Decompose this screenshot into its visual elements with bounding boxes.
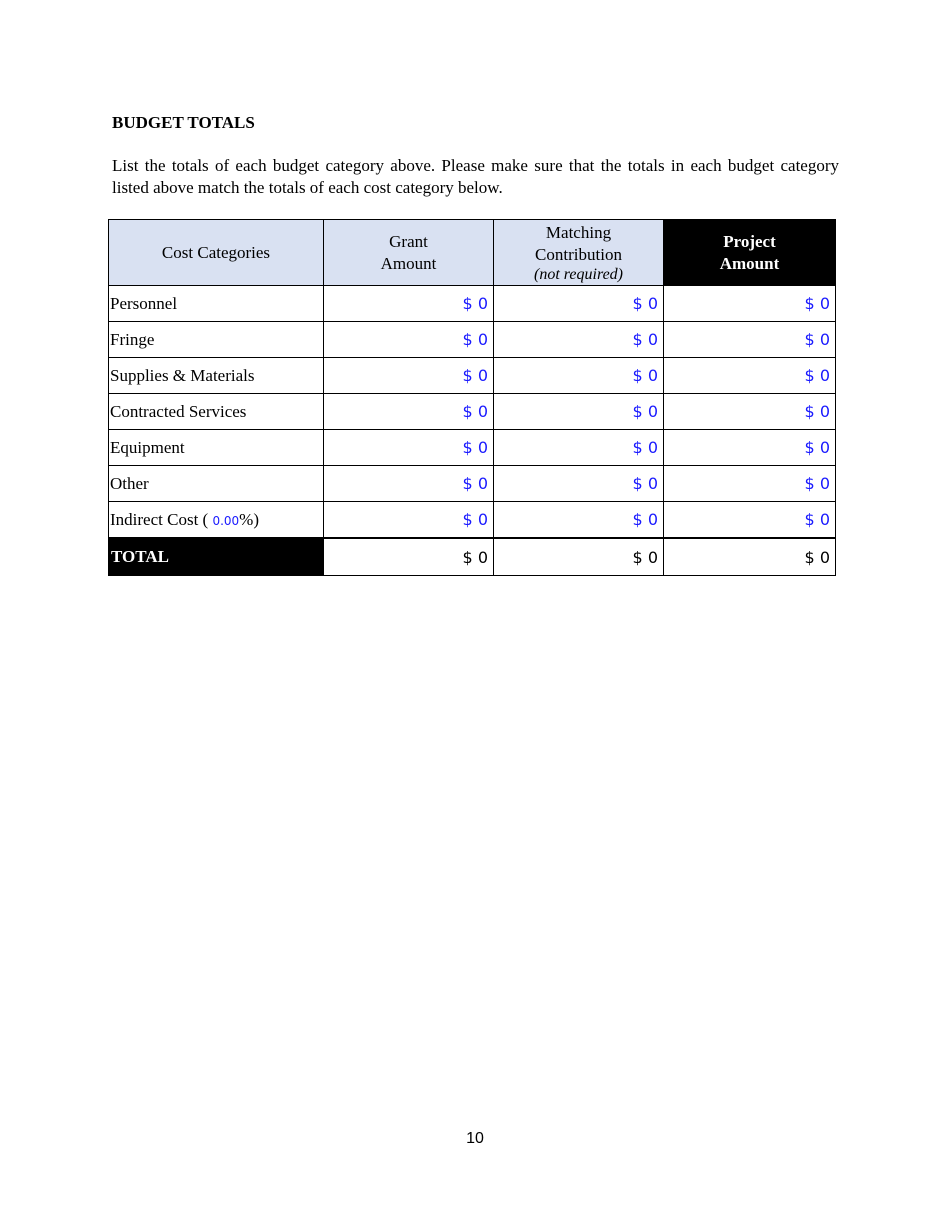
project-amount-field[interactable]: $ 0 (664, 358, 836, 394)
row-category: Personnel (109, 286, 324, 322)
project-amount-field[interactable]: $ 0 (664, 430, 836, 466)
header-grant-amount: Grant Amount (324, 220, 494, 286)
indirect-rate-field[interactable]: 0.00 (212, 513, 240, 528)
table-row (109, 430, 836, 466)
page-number: 10 (466, 1130, 484, 1147)
total-row (109, 538, 836, 576)
grant-amount-field[interactable]: $ 0 (324, 358, 494, 394)
row-category: Contracted Services (109, 394, 324, 430)
matching-amount-field[interactable]: $ 0 (494, 502, 664, 539)
matching-amount-field[interactable]: $ 0 (494, 286, 664, 322)
intro-paragraph: List the totals of each budget category above. Please make sure that the totals in each budget category listed above match the totals of each cost category below. (112, 156, 839, 197)
table-row (109, 286, 836, 322)
matching-amount-field[interactable]: $ 0 (494, 322, 664, 358)
project-amount-field[interactable]: $ 0 (664, 466, 836, 502)
project-amount-field[interactable]: $ 0 (664, 286, 836, 322)
header-matching-label: Matching Contribution (535, 222, 622, 264)
total-project-amount: $ 0 (664, 538, 836, 576)
table-row (109, 358, 836, 394)
budget-totals-table (108, 219, 836, 576)
matching-amount-field[interactable]: $ 0 (494, 358, 664, 394)
grant-amount-field[interactable]: $ 0 (324, 286, 494, 322)
project-amount-field[interactable]: $ 0 (664, 502, 836, 539)
grant-amount-field[interactable]: $ 0 (324, 466, 494, 502)
header-project-amount: Project Amount (664, 220, 836, 286)
grant-amount-field[interactable]: $ 0 (324, 430, 494, 466)
grant-amount-field[interactable]: $ 0 (324, 502, 494, 539)
matching-amount-field[interactable]: $ 0 (494, 466, 664, 502)
table-header-row (109, 220, 836, 286)
total-matching-amount: $ 0 (494, 538, 664, 576)
total-grant-amount: $ 0 (324, 538, 494, 576)
section-heading: BUDGET TOTALS (112, 113, 255, 132)
table-row (109, 502, 836, 539)
row-category: Equipment (109, 430, 324, 466)
row-category: Supplies & Materials (109, 358, 324, 394)
grant-amount-field[interactable]: $ 0 (324, 394, 494, 430)
project-amount-field[interactable]: $ 0 (664, 394, 836, 430)
indirect-rate-suffix: %) (239, 509, 259, 529)
row-category: Other (109, 466, 324, 502)
header-matching-note: (not required) (533, 265, 623, 283)
grant-amount-field[interactable]: $ 0 (324, 322, 494, 358)
header-cost-categories: Cost Categories (109, 220, 324, 286)
total-label: TOTAL (109, 538, 324, 576)
table-row (109, 322, 836, 358)
row-category: Fringe (109, 322, 324, 358)
header-matching-contribution (494, 220, 664, 286)
row-category-indirect (109, 502, 324, 539)
matching-amount-field[interactable]: $ 0 (494, 430, 664, 466)
table-row (109, 466, 836, 502)
matching-amount-field[interactable]: $ 0 (494, 394, 664, 430)
indirect-cost-label: Indirect Cost ( (110, 509, 209, 529)
table-row (109, 394, 836, 430)
project-amount-field[interactable]: $ 0 (664, 322, 836, 358)
